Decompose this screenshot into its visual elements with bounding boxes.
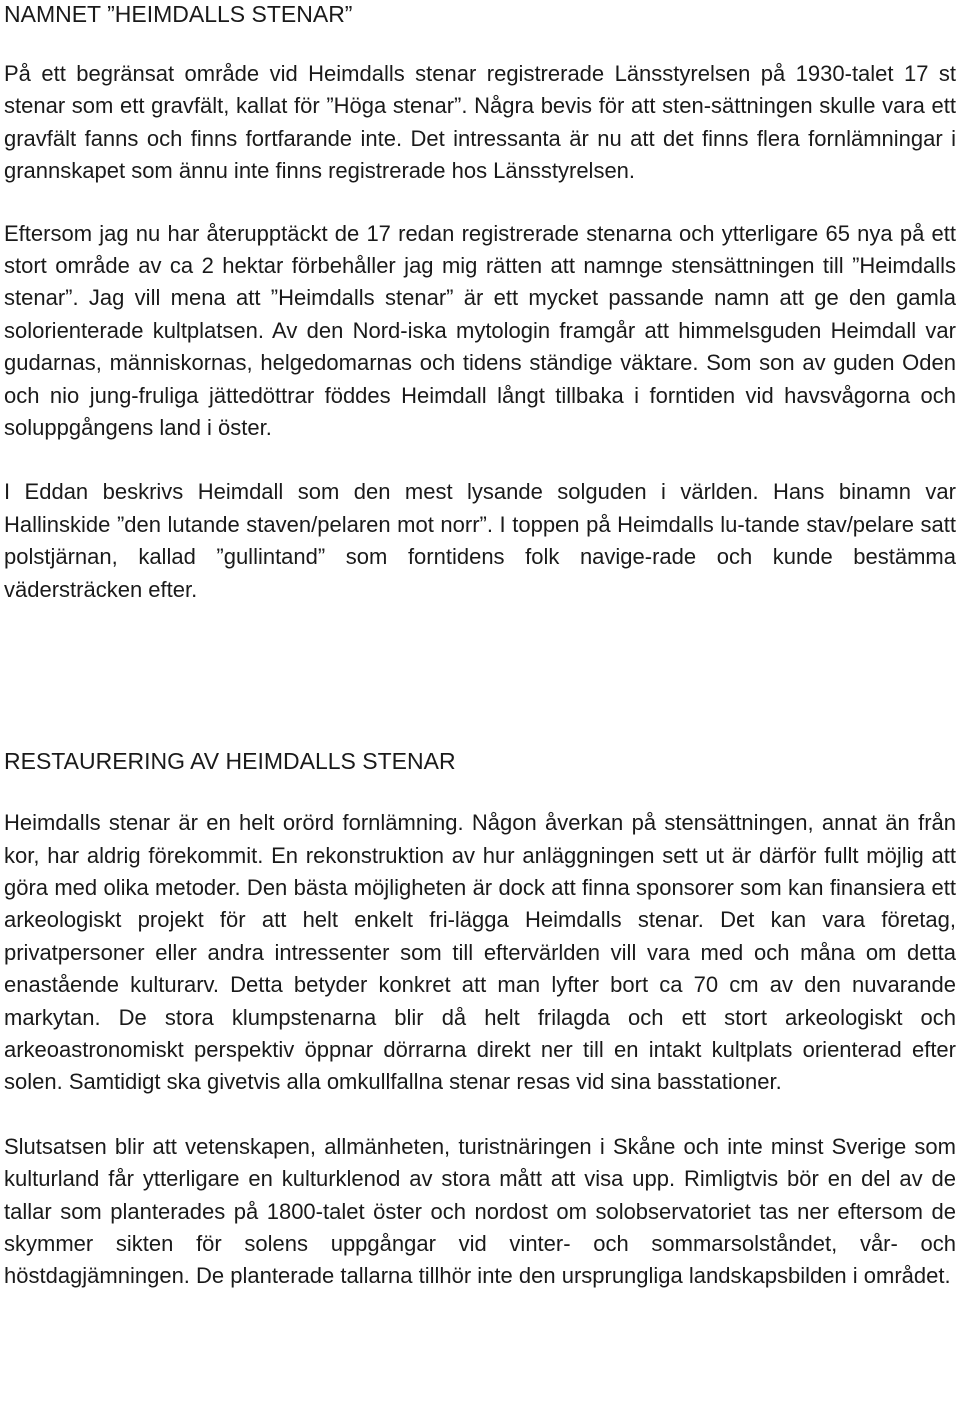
paragraph: I Eddan beskrivs Heimdall som den mest lysande solguden i världen. Hans binamn var Hallinskide ”den lutande staven/pelaren mot norr”. I toppen på Heimdalls lu-tande stav/pelare satt polstjärnan, kallad ”gullintand” som forntidens folk navige-rade och kunde bestämma vädersträcken efter.	[4, 479, 956, 602]
paragraph: På ett begränsat område vid Heimdalls stenar registrerade Länsstyrelsen på 1930-talet 17 st stenar som ett gravfält, kallat för ”Höga stenar”. Några bevis för att sten-sättningen skulle vara ett gravfält fanns och finns fortfarande inte. Det intressanta är nu att det finns flera fornlämningar i grannskapet som ännu inte finns registrerade hos Länsstyrelsen.	[4, 61, 956, 184]
paragraph: Eftersom jag nu har återupptäckt de 17 redan registrerade stenarna och ytterligare 65 nya på ett stort område av ca 2 hektar förbehåller jag mig rätten att namnge stensättningen till ”Heimdalls stenar”. Jag vill mena att ”Heimdalls stenar” är ett mycket passande namn att ge den gamla solorienterade kultplatsen. Av den Nord-iska mytologin framgår att himmelsguden Heimdall var gudarnas, människornas, helgedomarnas och tidens ständige väktare. Som son av guden Oden och nio jung-fruliga jättedöttrar föddes Heimdall långt tillbaka i forntiden vid havsvågorna och soluppgångens land i öster.	[4, 220, 956, 441]
paragraph: Slutsatsen blir att vetenskapen, allmänheten, turistnäringen i Skåne och inte minst Sverige som kulturland får ytterligare en kulturklenod av stora mått att visa upp. Rimligtvis bör en del av de tallar som planterades på 1800-talet öster och nordost om solobservatoriet tas ner eftersom de skymmer sikten för solens uppgångar vid vinter- och sommarsolståndet, vår- och höstdagjämningen. De planterade tallarna tillhör inte den ursprungliga landskapsbilden i området.	[4, 1133, 956, 1289]
paragraph: Heimdalls stenar är en helt orörd fornlämning. Någon åverkan på stensättningen, annat än från kor, har aldrig förekommit. En rekonstruktion av hur anläggningen sett ut är därför fullt möjlig att göra med olika metoder. Den bästa möjligheten är dock att finna sponsorer som kan finansiera ett arkeologiskt projekt för att helt enkelt fri-lägga Heimdalls stenar. Det kan vara företag, privatpersoner eller andra intressenter som till eftervärlden vill vara med och måna om detta enastående kulturarv. Detta betyder konkret att man lyfter bort ca 70 cm av den nuvarande markytan. De stora klumpstenarna blir då helt frilagda och ett stort arkeologiskt och arkeoastronomiskt perspektiv öppnar dörrarna direkt ner till en intakt kultplats orienterad efter solen. Samtidigt ska givetvis alla omkullfallna stenar resas vid sina basstationer.	[4, 810, 956, 1095]
section-title-namnet: NAMNET ”HEIMDALLS STENAR”	[4, 1, 353, 27]
document-page	[4, 0, 956, 1293]
section-title-restaurering: RESTAURERING AV HEIMDALLS STENAR	[4, 748, 456, 775]
